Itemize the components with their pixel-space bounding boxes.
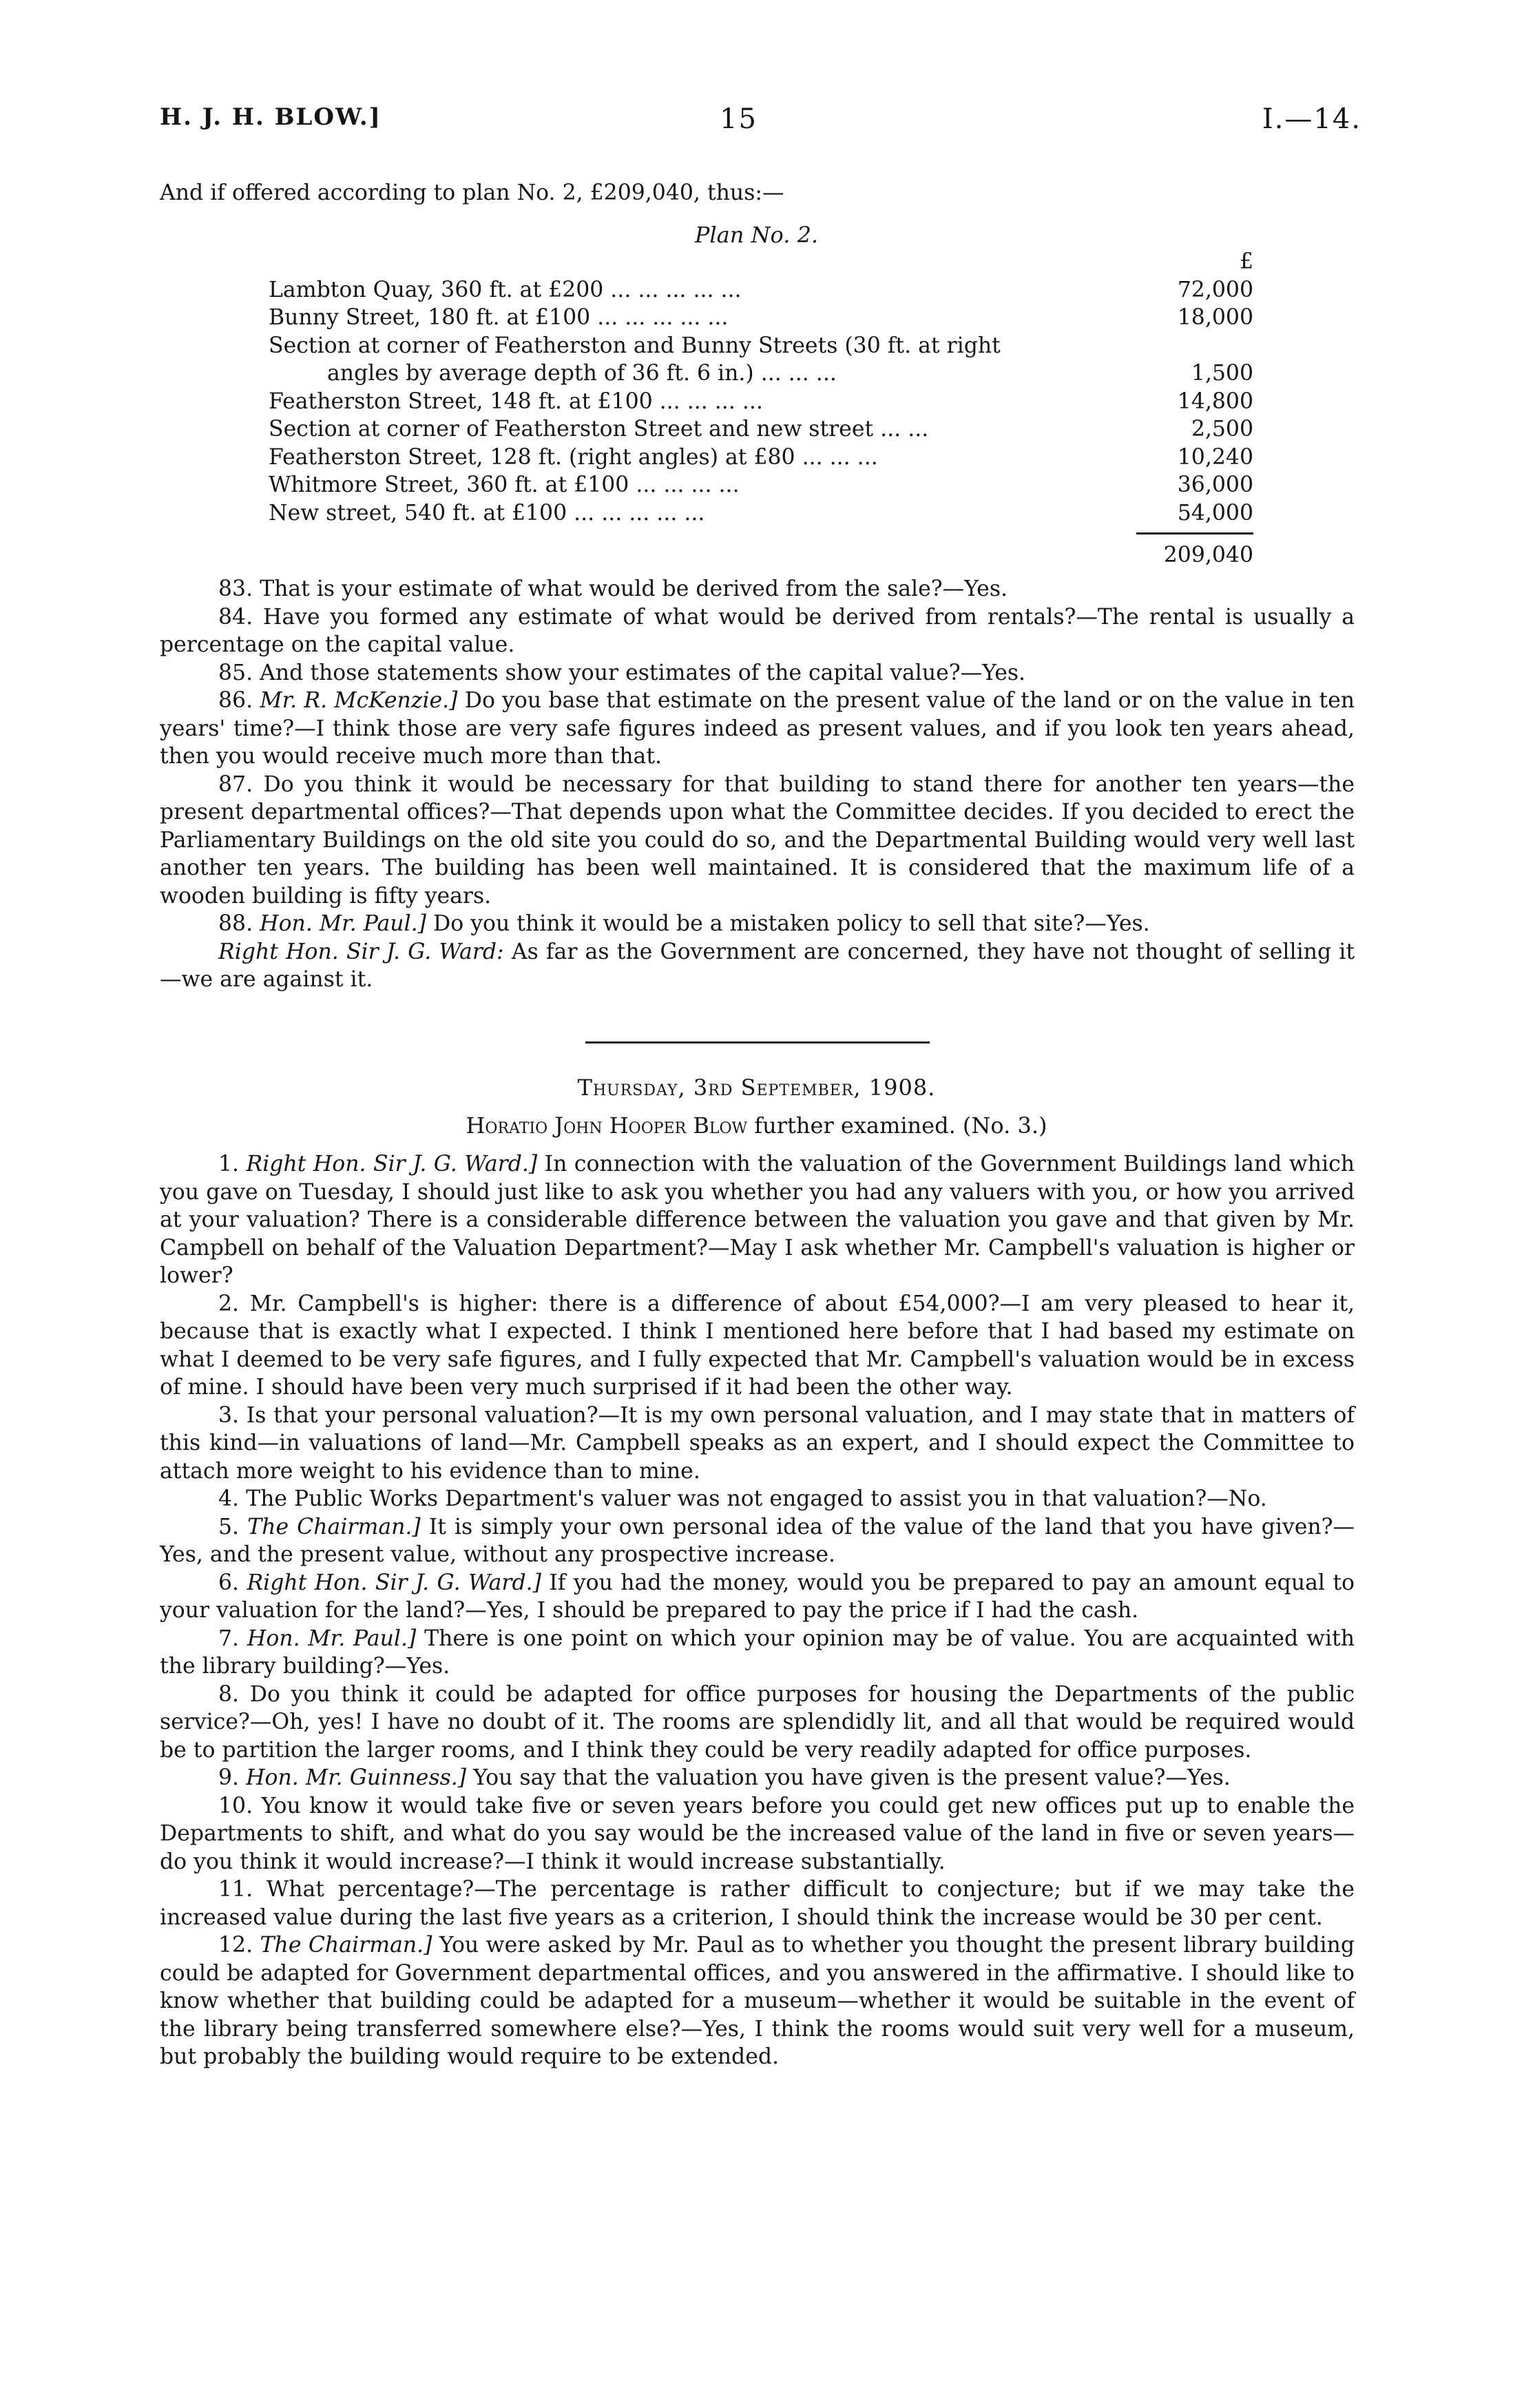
speaker-name: The Chairman.] xyxy=(260,1933,432,1958)
speaker-name: Mr. R. McKenzie.] xyxy=(260,688,458,713)
question-84: 84. Have you formed any estimate of what would be derived from rentals?—The rental is usually a percentage on the capital value. xyxy=(160,604,1355,657)
currency-header-row xyxy=(269,248,1253,276)
plan-title: Plan No. 2. xyxy=(694,222,819,248)
speaker-name: The Chairman.] xyxy=(247,1514,421,1539)
plan-row-description: Bunny Street, 180 ft. at £100 ... ... ... ... ... xyxy=(269,305,729,330)
speaker-name: Right Hon. Sir J. G. Ward: xyxy=(218,939,504,964)
speaker-name: Hon. Mr. Guinness.] xyxy=(246,1765,467,1790)
session-date: Thursday, 3rd September, 1908. xyxy=(577,1075,936,1101)
plan-row-amount: 10,240 xyxy=(1177,444,1253,470)
plan-row-description: Section at corner of Featherston and Bunny Streets (30 ft. at right xyxy=(269,333,1001,358)
plan-row-description: angles by average depth of 36 ft. 6 in.) ... ... ... xyxy=(327,361,837,386)
speaker-name: Right Hon. Sir J. G. Ward.] xyxy=(246,1152,538,1176)
plan-row xyxy=(269,276,1253,304)
plan-table xyxy=(269,248,1253,570)
currency-symbol: £ xyxy=(1239,249,1253,274)
plan-row xyxy=(269,471,1253,499)
plan-row xyxy=(269,415,1253,444)
plan-row xyxy=(269,360,1253,388)
plan-row-description: Featherston Street, 148 ft. at £100 ... ... ... ... xyxy=(269,388,763,414)
statement-ward: Right Hon. Sir J. G. Ward: As far as the Government are concerned, they have not thought of selling it—we are against it. xyxy=(160,939,1355,992)
question-83: 83. That is your estimate of what would be derived from the sale?—Yes. xyxy=(218,577,1008,601)
plan-row xyxy=(269,444,1253,472)
question-8: 8. Do you think it could be adapted for office purposes for housing the Departments of the public service?—Oh, yes! I have no doubt of it. The rooms are splendidly lit, and all that would be required would be to partition the larger rooms, and I think they could be very readily adapted for office purposes. xyxy=(160,1681,1355,1763)
question-11: 11. What percentage?—The percentage is rather difficult to conjecture; but if we may take the increased value during the last five years as a criterion, I should think the increase would be 30 per cent. xyxy=(160,1877,1355,1930)
header-witness-name: H. J. H. BLOW.] xyxy=(160,103,382,131)
plan-row-description: Lambton Quay, 360 ft. at £200 ... ... ... ... ... xyxy=(269,277,742,302)
section-divider xyxy=(585,1041,930,1044)
question-5: 5. The Chairman.] It is simply your own personal idea of the value of the land that you have given?—Yes, and the present value, without any prospective increase. xyxy=(160,1514,1355,1567)
witness-heading: Horatio John Hooper Blow further examined. (No. 3.) xyxy=(466,1112,1047,1139)
plan-total-row xyxy=(269,541,1253,570)
plan-row xyxy=(269,332,1253,360)
question-7: 7. Hon. Mr. Paul.] There is one point on which your opinion may be of value. You are acquainted with the library building?—Yes. xyxy=(160,1626,1355,1679)
plan-row-amount: 72,000 xyxy=(1177,277,1253,302)
question-1: 1. Right Hon. Sir J. G. Ward.] In connection with the valuation of the Government Buildings land which you gave on Tuesday, I should just like to ask you whether you had any valuers with you, or how you arrived at your valuation? There is a considerable difference between the valuation you gave and that given by Mr. Campbell on behalf of the Valuation Department?—May I ask whether Mr. Campbell's valuation is higher or lower? xyxy=(160,1152,1355,1288)
plan-row-amount: 18,000 xyxy=(1177,305,1253,330)
speaker-name: Hon. Mr. Paul.] xyxy=(247,1626,417,1651)
plan-row-amount: 14,800 xyxy=(1177,388,1253,414)
evidence-block-second xyxy=(160,1150,1355,2071)
question-12: 12. The Chairman.] You were asked by Mr. Paul as to whether you thought the present library building could be adapted for Government departmental offices, and you answered in the affirmative. I should like to know whether that building could be adapted for a museum—whether it would be suitable in the event of the library being transferred somewhere else?—Yes, I think the rooms would suit very well for a museum, but probably the building would require to be extended. xyxy=(160,1933,1355,2069)
plan-row xyxy=(269,499,1253,528)
plan-row-description: Featherston Street, 128 ft. (right angles) at £80 ... ... ... xyxy=(269,444,878,470)
question-88: 88. Hon. Mr. Paul.] Do you think it would be a mistaken policy to sell that site?—Yes. xyxy=(218,911,1150,936)
total-rule xyxy=(1136,532,1253,534)
question-3: 3. Is that your personal valuation?—It is my own personal valuation, and I may state that in matters of this kind—in valuations of land—Mr. Campbell speaks as an expert, and I should expect the Committee to attach more weight to his evidence than to mine. xyxy=(160,1402,1355,1484)
plan-row-description: Whitmore Street, 360 ft. at £100 ... ... ... ... xyxy=(269,473,740,497)
page-number: 15 xyxy=(720,103,758,135)
question-6: 6. Right Hon. Sir J. G. Ward.] If you had the money, would you be prepared to pay an amount equal to your valuation for the land?—Yes, I should be prepared to pay the price if I had the cash. xyxy=(160,1570,1355,1623)
question-85: 85. And those statements show your estimates of the capital value?—Yes. xyxy=(218,660,1026,685)
question-2: 2. Mr. Campbell's is higher: there is a difference of about £54,000?—I am very pleased to hear it, because that is exactly what I expected. I think I mentioned here before that I had based my estimate on what I deemed to be very safe figures, and I fully expected that Mr. Campbell's valuation would be in excess of mine. I should have been very much surprised if it had been the other way. xyxy=(160,1291,1355,1400)
witness-name: Horatio John Hooper Blow xyxy=(466,1112,748,1139)
question-9: 9. Hon. Mr. Guinness.] You say that the valuation you have given is the present value?—Yes. xyxy=(218,1765,1231,1790)
plan-row-description: Section at corner of Featherston Street and new street ... ... xyxy=(269,417,929,442)
question-10: 10. You know it would take five or seven years before you could get new offices put up to enable the Departments to shift, and what do you say would be the increased value of the land in five or seven years—do you think it would increase?—I think it would increase substantially. xyxy=(160,1793,1355,1874)
plan-total: 209,040 xyxy=(1163,543,1253,568)
intro-line: And if offered according to plan No. 2, £209,040, thus:— xyxy=(160,180,784,205)
plan-row-amount: 1,500 xyxy=(1191,361,1253,386)
plan-row-description: New street, 540 ft. at £100 ... ... ... ... ... xyxy=(269,500,705,526)
question-86: 86. Mr. R. McKenzie.] Do you base that estimate on the present value of the land or on the value in ten years' time?—I think those are very safe figures indeed as present values, and if you look ten years ahead, then you would receive much more than that. xyxy=(160,688,1355,769)
plan-row-amount: 54,000 xyxy=(1177,500,1253,526)
question-4: 4. The Public Works Department's valuer was not engaged to assist you in that valuation?—No. xyxy=(218,1486,1267,1511)
speaker-name: Right Hon. Sir J. G. Ward.] xyxy=(247,1570,541,1595)
evidence-block-first xyxy=(160,575,1355,994)
plan-row-amount: 36,000 xyxy=(1177,473,1253,497)
paper-reference: I.—14. xyxy=(1262,103,1361,135)
plan-row xyxy=(269,388,1253,416)
intro-block xyxy=(160,179,1355,207)
question-87: 87. Do you think it would be necessary for that building to stand there for another ten years—the present departmental offices?—That depends upon what the Committee decides. If you decided to erect the Parliamentary Buildings on the old site you could do so, and the Departmental Building would very well last another ten years. The building has been well maintained. It is considered that the maximum life of a wooden building is fifty years. xyxy=(160,771,1355,909)
speaker-name: Hon. Mr. Paul.] xyxy=(260,911,426,936)
plan-row xyxy=(269,304,1253,332)
plan-row-amount: 2,500 xyxy=(1191,417,1253,442)
